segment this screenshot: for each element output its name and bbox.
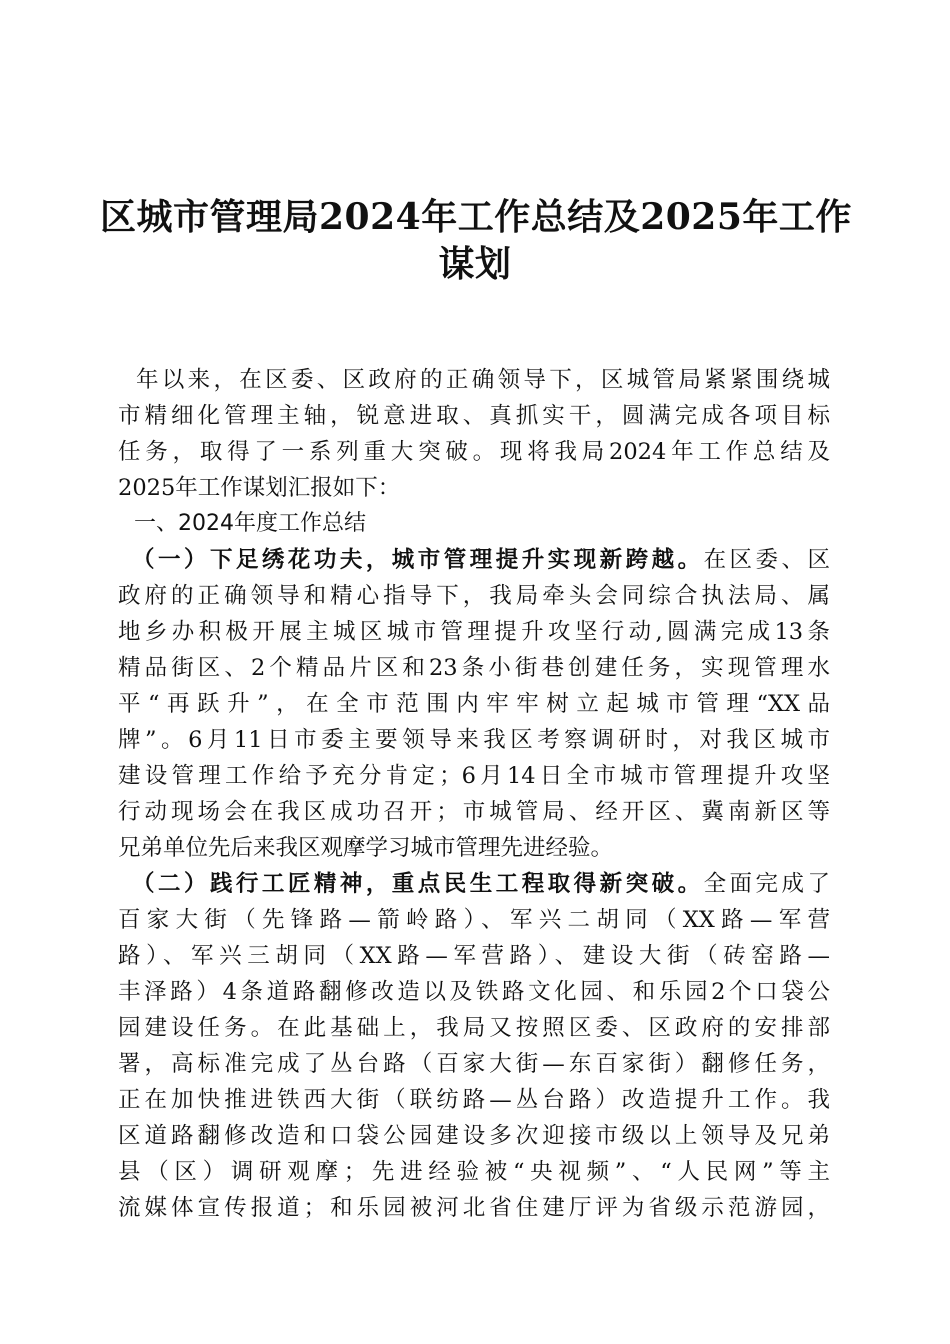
paragraph-line: 牌”。6月11日市委主要领导来我区考察调研时，对我区城市 (118, 727, 830, 753)
paragraph-line: 精品街区、2个精品片区和23条小街巷创建任务，实现管理水 (118, 655, 830, 681)
paragraph-line: 丰泽路）4条道路翻修改造以及铁路文化园、和乐园2个口袋公 (118, 979, 830, 1005)
intro-line: 年以来，在区委、区政府的正确领导下，区城管局紧紧围绕城 (136, 367, 830, 393)
document-title-line-2: 谋划 (438, 243, 512, 285)
paragraph-2-first-line (118, 866, 830, 902)
paragraph-line: 建设管理工作给予充分肯定；6月14日全市城市管理提升攻坚 (118, 763, 830, 789)
paragraph-1-line-rest: 在区委、区 (703, 547, 830, 573)
intro-line: 任务，取得了一系列重大突破。现将我局2024年工作总结及 (118, 439, 830, 465)
document-body (118, 362, 830, 1226)
paragraph-line: 县（区）调研观摩；先进经验被“央视频”、“人民网”等主 (118, 1159, 830, 1185)
paragraph-line: 地乡办积极开展主城区城市管理提升攻坚行动,圆满完成13条 (118, 619, 830, 645)
document-title-line-1: 区城市管理局2024年工作总结及2025年工作 (100, 196, 852, 238)
intro-line: 市精细化管理主轴，锐意进取、真抓实干，圆满完成各项目标 (118, 403, 830, 429)
paragraph-2-line-rest: 全面完成了 (703, 871, 830, 897)
intro-line: 2025年工作谋划汇报如下： (118, 475, 401, 501)
paragraph-line: 流媒体宣传报道；和乐园被河北省住建厅评为省级示范游园， (118, 1195, 830, 1221)
paragraph-line: 政府的正确领导和精心指导下，我局牵头会同综合执法局、属 (118, 583, 830, 609)
paragraph-line: 园建设任务。在此基础上，我局又按照区委、区政府的安排部 (118, 1015, 830, 1041)
paragraph-line: 百家大街（先锋路—箭岭路）、军兴二胡同（XX路—军营 (118, 907, 830, 933)
paragraph-line: 行动现场会在我区成功召开；市城管局、经开区、冀南新区等 (118, 799, 830, 825)
paragraph-line: 正在加快推进铁西大街（联纺路—丛台路）改造提升工作。我 (118, 1087, 830, 1113)
paragraph-2-lead: （二）践行工匠精神，重点民生工程取得新突破。 (132, 871, 704, 897)
paragraph-line: 区道路翻修改造和口袋公园建设多次迎接市级以上领导及兄弟 (118, 1123, 830, 1149)
section-heading: 一、2024年度工作总结 (134, 511, 366, 536)
paragraph-line: 路）、军兴三胡同（XX路—军营路）、建设大街（砖窑路— (118, 943, 830, 969)
paragraph-line: 署，高标准完成了丛台路（百家大街—东百家街）翻修任务， (118, 1051, 830, 1077)
paragraph-line: 平“再跃升”，在全市范围内牢牢树立起城市管理“XX品 (118, 691, 830, 717)
paragraph-1-lead: （一）下足绣花功夫，城市管理提升实现新跨越。 (132, 547, 704, 573)
paragraph-1-first-line (118, 542, 830, 578)
paragraph-line: 兄弟单位先后来我区观摩学习城市管理先进经验。 (118, 835, 614, 861)
